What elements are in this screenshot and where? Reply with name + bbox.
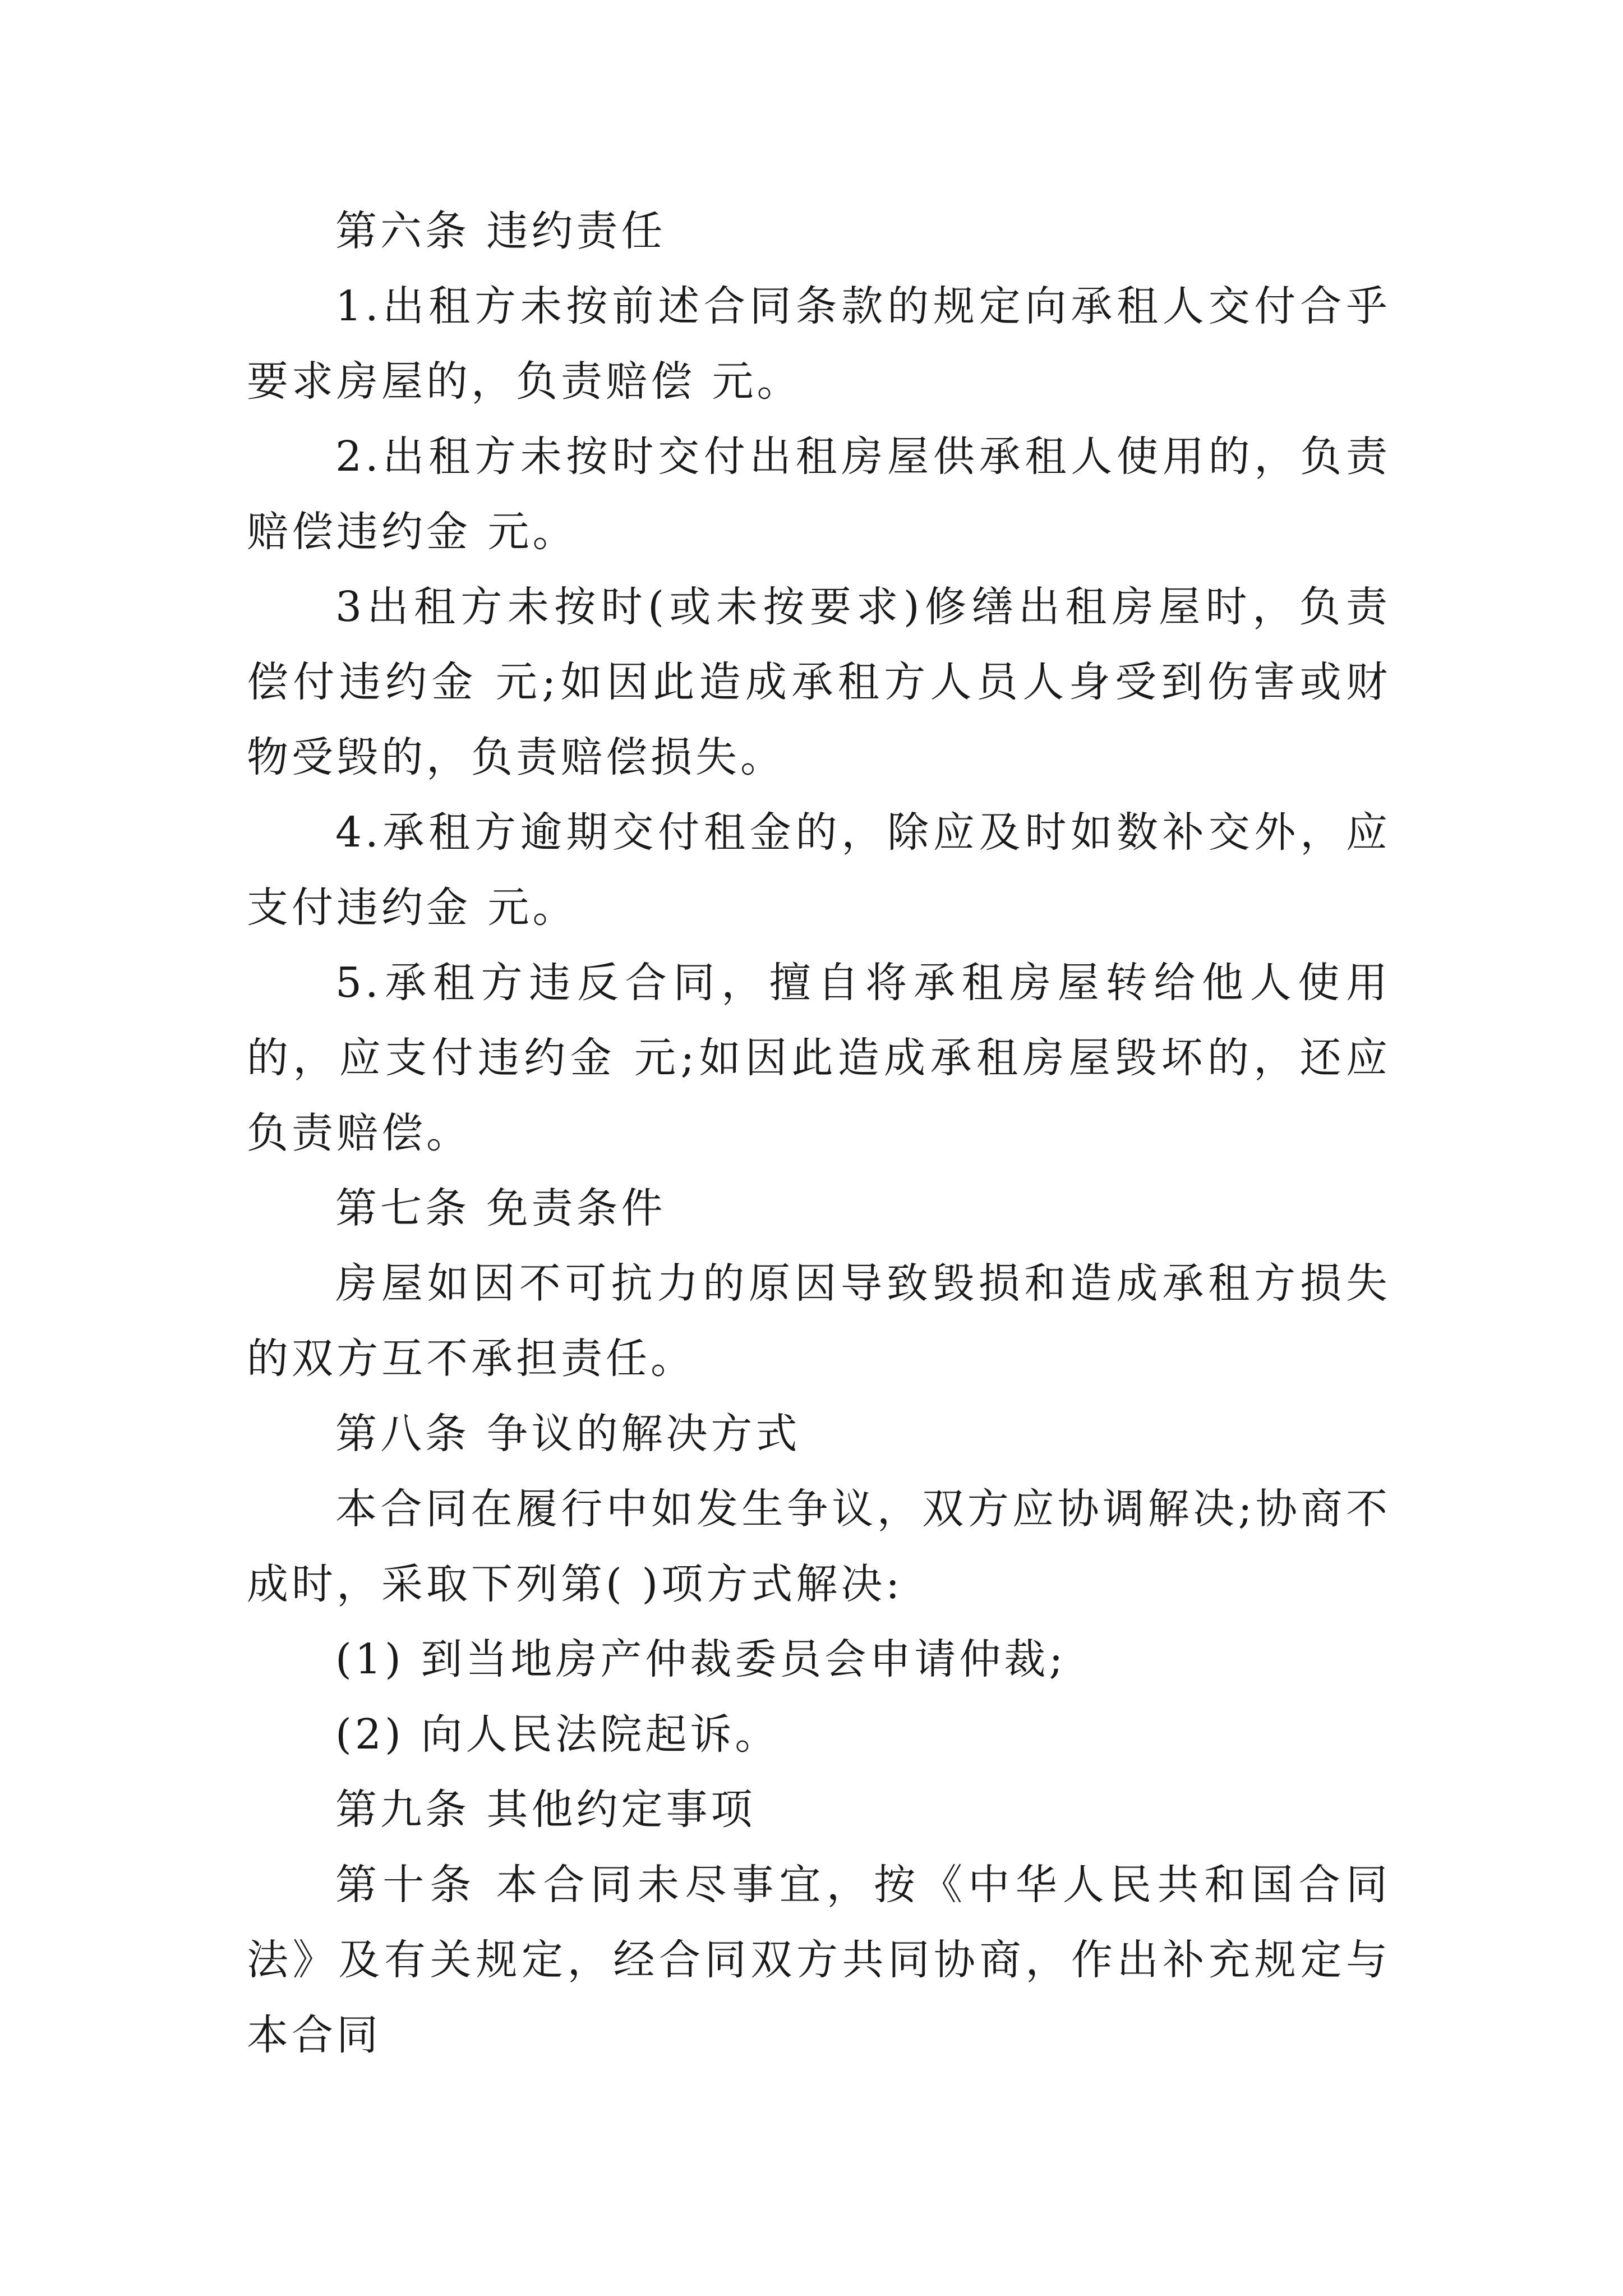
clause-6-2: 2.出租方未按时交付出租房屋供承租人使用的，负责赔偿违约金 元。 — [247, 432, 1391, 556]
clause-6-3: 3出租方未按时(或未按要求)修缮出租房屋时，负责偿付违约金 元;如因此造成承租方人员人身受到伤害或财物受毁的，负责赔偿损失。 — [247, 583, 1391, 781]
clause-6-4: 4.承租方逾期交付租金的，除应及时如数补交外，应支付违约金 元。 — [247, 808, 1391, 932]
article-8-heading: 第八条 争议的解决方式 — [335, 1410, 801, 1458]
clause-6-5: 5.承租方违反合同，擅自将承租房屋转给他人使用的，应支付违约金 元;如因此造成承租房屋毁坏的，还应负责赔偿。 — [247, 959, 1391, 1157]
article-8-body: 本合同在履行中如发生争议，双方应协调解决;协商不成时，采取下列第( )项方式解决: — [247, 1485, 1391, 1608]
article-10-body: 第十条 本合同未尽事宜，按《中华人民共和国合同法》及有关规定，经合同双方共同协商，作出补充规定与本合同 — [247, 1861, 1391, 2059]
document-page — [247, 194, 1391, 2073]
article-9-heading: 第九条 其他约定事项 — [335, 1786, 756, 1834]
article-6-heading: 第六条 违约责任 — [335, 207, 666, 255]
article-7-body: 房屋如因不可抗力的原因导致毁损和造成承租方损失的双方互不承担责任。 — [247, 1259, 1391, 1383]
article-7-heading: 第七条 免责条件 — [335, 1184, 666, 1232]
article-8-option-1: (1) 到当地房产仲裁委员会申请仲裁; — [335, 1635, 1067, 1683]
clause-6-1: 1.出租方未按前述合同条款的规定向承租人交付合乎要求房屋的，负责赔偿 元。 — [247, 282, 1391, 406]
article-8-option-2: (2) 向人民法院起诉。 — [335, 1710, 780, 1759]
